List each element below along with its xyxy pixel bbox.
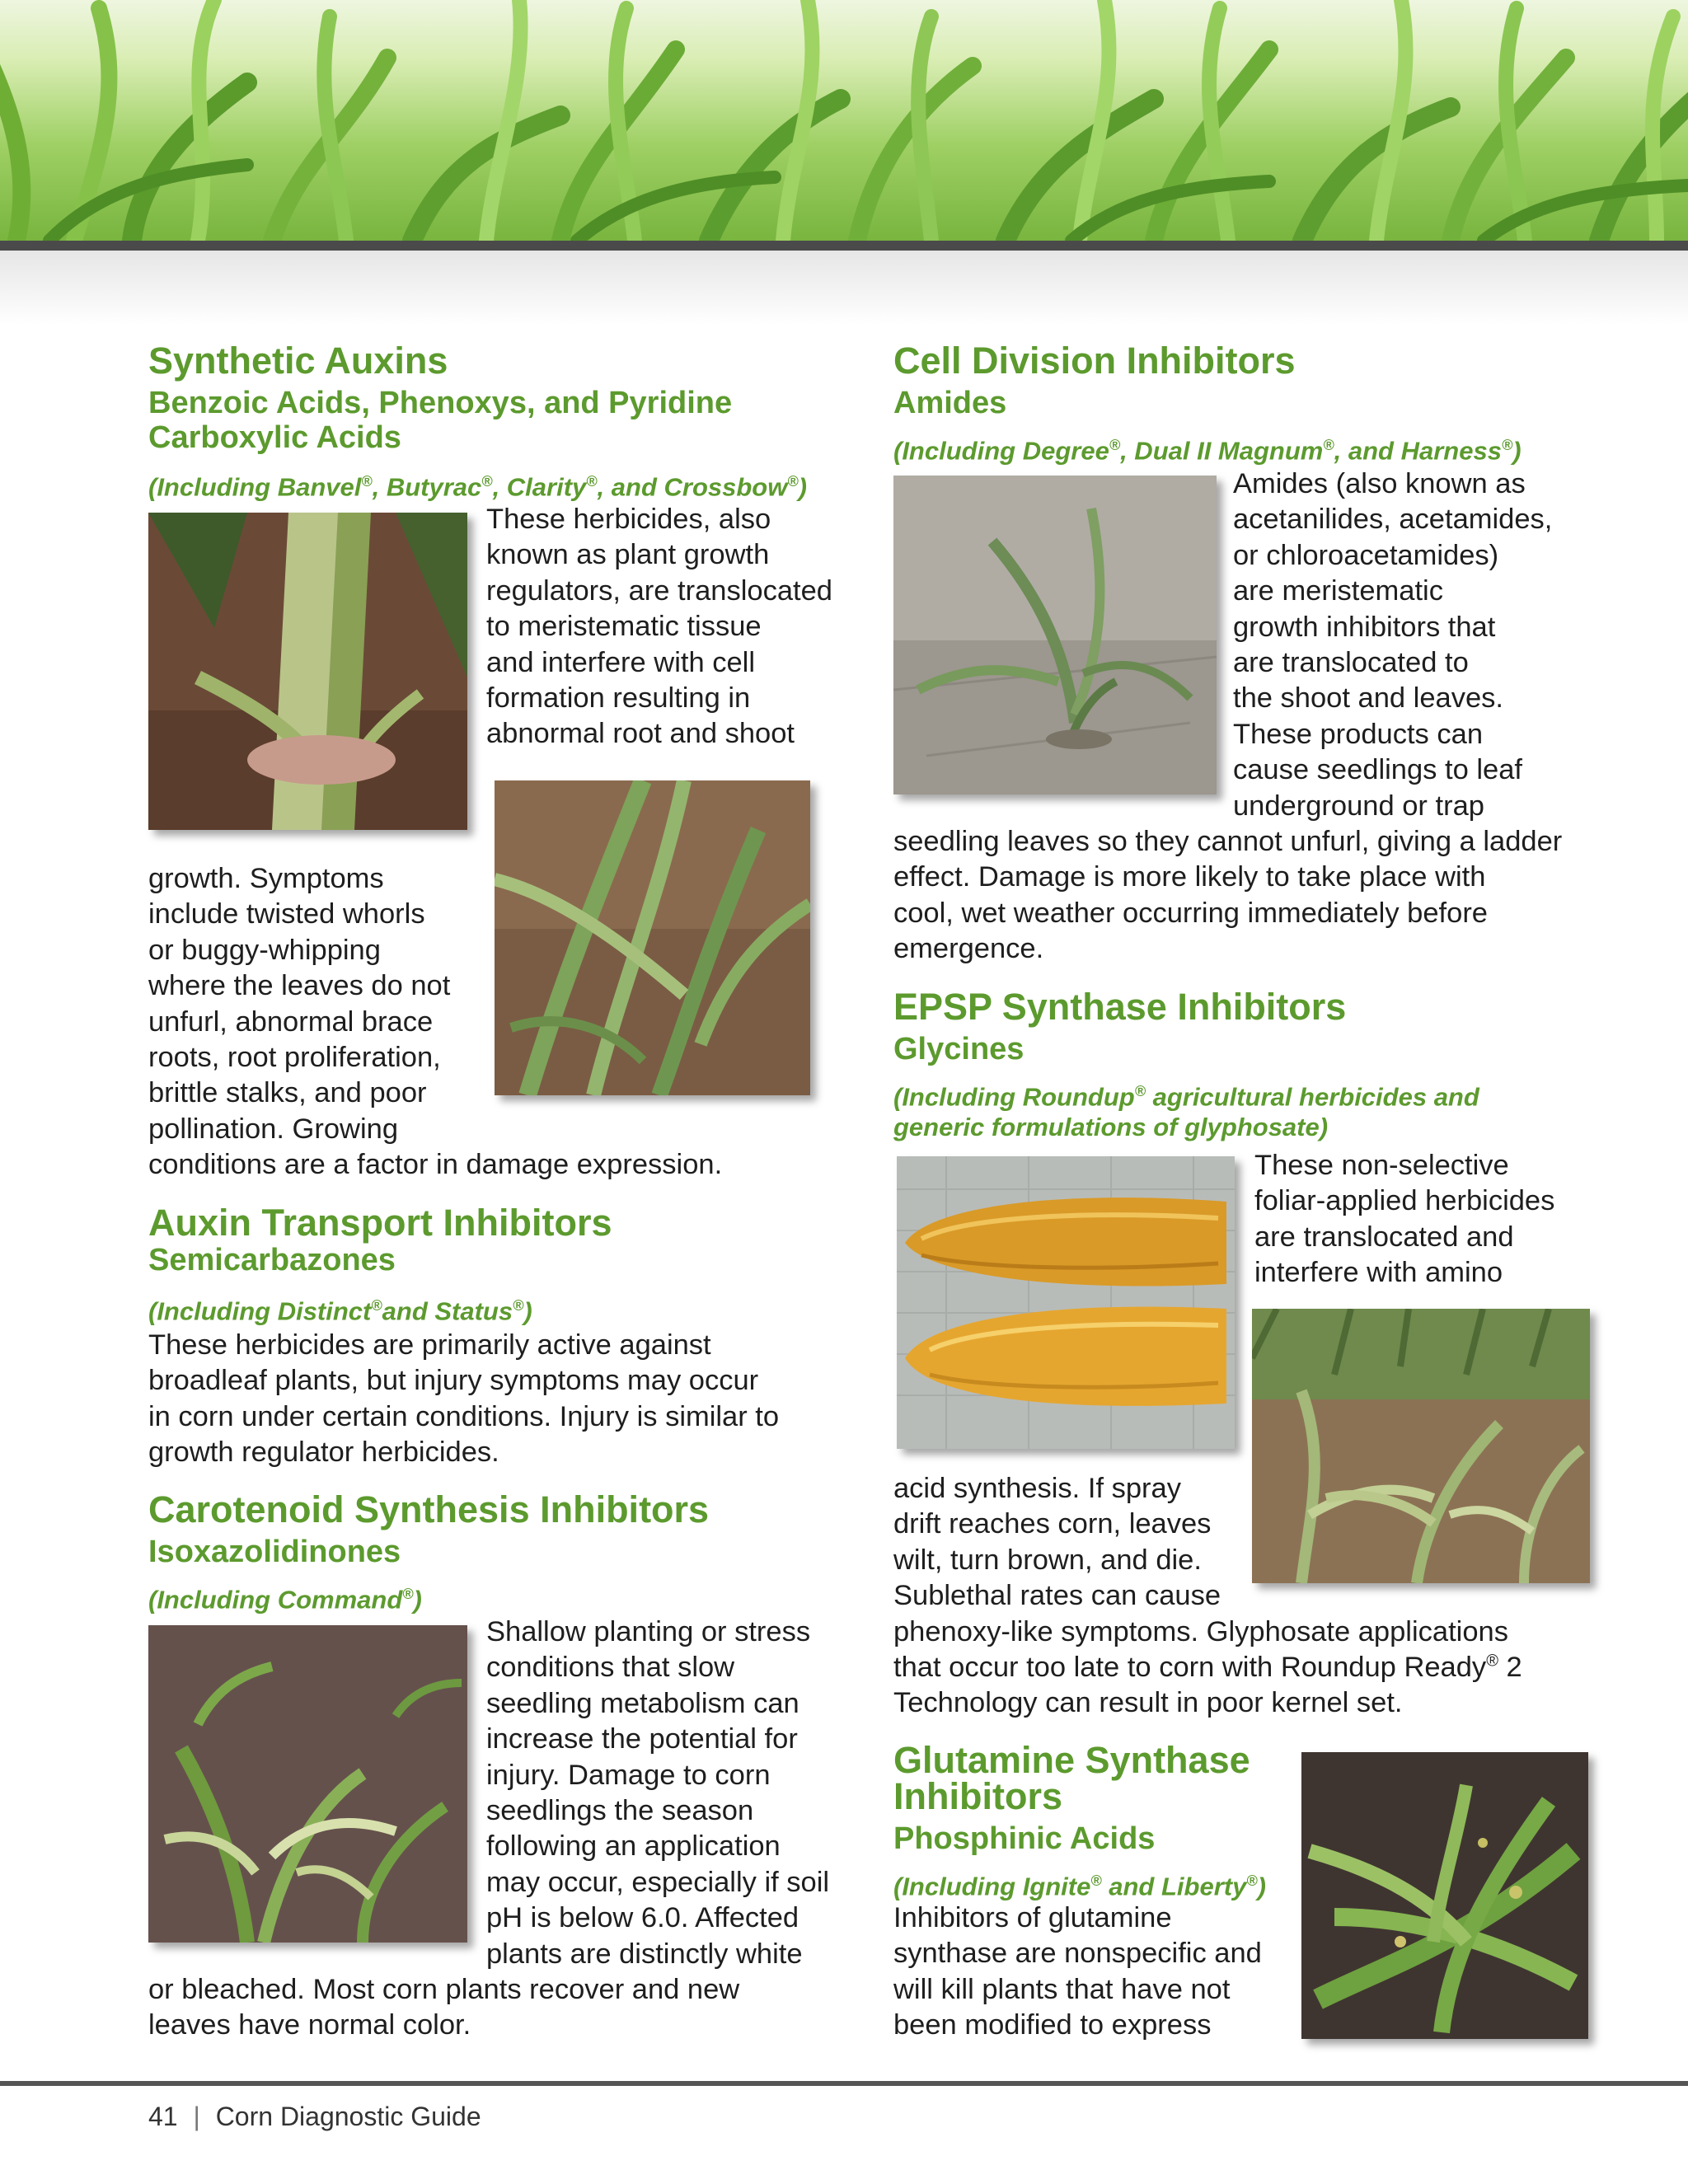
text-line: may occur, especially if soil (486, 1866, 830, 1898)
text-line: foliar-applied herbicides (1254, 1185, 1555, 1217)
carotenoid-family: Isoxazolidinones (148, 1535, 401, 1569)
text-line: cause seedlings to leaf (1233, 754, 1522, 786)
carotenoid-body-bottom (148, 1972, 739, 2044)
carotenoid-including: (Including Command®) (148, 1585, 422, 1615)
registered-mark: ® (586, 473, 598, 490)
text-line: or buggy-whipping (148, 934, 381, 966)
synthetic-auxins-body-bottom (148, 861, 722, 1183)
text-line: growth regulator herbicides. (148, 1436, 499, 1469)
text-line: Shallow planting or stress (486, 1616, 811, 1647)
epsp-body-bottom (893, 1471, 1522, 1722)
text-line: phenoxy-like symptoms. Glyphosate applications (893, 1615, 1508, 1647)
registered-mark: ® (787, 473, 799, 490)
text-line: roots, root proliferation, (148, 1042, 441, 1074)
glutamine-including: (Including Ignite® and Liberty®) (893, 1872, 1266, 1901)
text-line: seedlings the season (486, 1795, 754, 1827)
text-line: conditions are a factor in damage expression. (148, 1149, 723, 1181)
text-line: include twisted whorls (148, 898, 425, 930)
photo-corn-ears-kernel-set (897, 1156, 1235, 1449)
epsp-title: EPSP Synthase Inhibitors (893, 986, 1347, 1028)
text-line: broadleaf plants, but injury symptoms may occur (148, 1365, 759, 1397)
epsp-including-line1: (Including Roundup® agricultural herbicides and (893, 1082, 1479, 1112)
auxin-transport-family: Semicarbazones (148, 1243, 396, 1277)
text-line: that occur too late to corn with Roundup Ready® 2 (893, 1652, 1522, 1684)
text-line: acid synthesis. If spray (893, 1473, 1181, 1504)
cell-division-including: (Including Degree®, Dual II Magnum®, and Harness®) (893, 436, 1522, 466)
text-line: Inhibitors of glutamine (893, 1902, 1172, 1933)
text-line: conditions that slow (486, 1652, 735, 1684)
registered-mark: ® (1246, 1872, 1258, 1889)
text-line: effect. Damage is more likely to take place with (893, 861, 1486, 893)
epsp-including-line2: generic formulations of glyphosate) (893, 1113, 1329, 1141)
registered-mark: ® (513, 1297, 524, 1314)
header-banner-corn-leaves (0, 0, 1688, 241)
text-line: unfurl, abnormal brace (148, 1005, 434, 1038)
text-line: acetanilides, acetamides, (1233, 504, 1553, 536)
epsp-family: Glycines (893, 1032, 1025, 1066)
text-line: drift reaches corn, leaves (893, 1508, 1212, 1540)
text-line: underground or trap (1233, 790, 1484, 822)
text-line: pH is below 6.0. Affected (486, 1902, 799, 1934)
text-line: where the leaves do not (148, 970, 451, 1002)
registered-mark: ® (402, 1586, 414, 1602)
auxin-transport-title: Auxin Transport Inhibitors (148, 1202, 612, 1244)
page-number: 41 (148, 2102, 178, 2131)
registered-mark: ® (371, 1297, 382, 1314)
synthetic-auxins-title: Synthetic Auxins (148, 340, 448, 382)
text-line: and interfere with cell (486, 646, 755, 678)
text-line: plants are distinctly white (486, 1938, 803, 1970)
cell-division-body-top (1233, 466, 1552, 824)
text-line: formation resulting in (486, 682, 751, 715)
registered-mark: ® (1501, 437, 1513, 453)
page-footer (148, 2102, 481, 2132)
registered-mark: ® (1323, 437, 1334, 453)
text-line: synthase are nonspecific and (893, 1938, 1262, 1970)
text-line: to meristematic tissue (486, 611, 762, 643)
registered-mark: ® (1109, 437, 1121, 453)
footer-rule (0, 2081, 1688, 2086)
text-line: injury. Damage to corn (486, 1759, 771, 1791)
text-line: These herbicides are primarily active against (148, 1329, 711, 1361)
registered-mark: ® (1090, 1872, 1102, 1889)
text-line: cool, wet weather occurring immediately before (893, 897, 1488, 929)
text-line: wilt, turn brown, and die. (893, 1544, 1202, 1576)
text-line: Amides (also known as (1233, 468, 1526, 499)
text-line: pollination. Growing (148, 1113, 399, 1145)
registered-mark: ® (361, 473, 373, 490)
text-line: seedling metabolism can (486, 1687, 799, 1719)
carotenoid-body-top (486, 1615, 829, 1972)
text-line: abnormal root and shoot (486, 718, 795, 750)
text-line: regulators, are translocated (486, 574, 832, 607)
text-line: growth inhibitors that (1233, 611, 1496, 643)
text-line: Technology can result in poor kernel set. (893, 1687, 1403, 1719)
photo-chlorotic-corn-leaves (1301, 1752, 1588, 2039)
text-line: following an application (486, 1830, 781, 1863)
text-line: These herbicides, also (486, 504, 771, 535)
text-line: These non-selective (1254, 1150, 1509, 1181)
text-line: or chloroacetamides) (1233, 539, 1499, 571)
text-line: leaves have normal color. (148, 2009, 471, 2041)
footer-separator: | (193, 2102, 200, 2131)
text-line: emergence. (893, 933, 1044, 965)
text-line: These products can (1233, 718, 1484, 750)
registered-mark: ® (481, 473, 493, 490)
epsp-body-top (1254, 1148, 1554, 1291)
photo-bleached-corn-seedlings (148, 1625, 467, 1943)
registered-mark: ® (1134, 1083, 1146, 1099)
photo-stunted-corn-seedling (893, 476, 1217, 794)
glutamine-title-line1: Glutamine Synthase (893, 1739, 1250, 1781)
glutamine-body (893, 1900, 1262, 2044)
synthetic-auxins-body-top (486, 502, 832, 752)
registered-mark: ® (1486, 1652, 1498, 1671)
text-line: are translocated and (1254, 1221, 1514, 1253)
header-shadow (0, 251, 1688, 325)
guide-title: Corn Diagnostic Guide (215, 2102, 481, 2131)
synthetic-auxins-family-line1: Benzoic Acids, Phenoxys, and Pyridine (148, 386, 733, 420)
text-line: are translocated to (1233, 647, 1469, 679)
text-line: in corn under certain conditions. Injury is similar to (148, 1400, 780, 1432)
photo-corn-base-injury (148, 513, 467, 830)
text-line: increase the potential for (486, 1723, 798, 1755)
text-line: seedling leaves so they cannot unfurl, giving a ladder (893, 826, 1563, 857)
cell-division-title: Cell Division Inhibitors (893, 340, 1296, 382)
synthetic-auxins-family-line2: Carboxylic Acids (148, 420, 401, 455)
carotenoid-title: Carotenoid Synthesis Inhibitors (148, 1488, 710, 1530)
text-line: growth. Symptoms (148, 863, 384, 894)
header-rule (0, 241, 1688, 251)
text-line: interfere with amino (1254, 1257, 1503, 1289)
text-line: been modified to express (893, 2009, 1212, 2041)
synthetic-auxins-including: (Including Banvel®, Butyrac®, Clarity®, and Crossbow®) (148, 472, 807, 502)
text-line: Sublethal rates can cause (893, 1580, 1221, 1612)
glutamine-family: Phosphinic Acids (893, 1821, 1156, 1856)
glutamine-title-line2: Inhibitors (893, 1775, 1062, 1817)
text-line: the shoot and leaves. (1233, 682, 1503, 715)
cell-division-body-bottom (893, 824, 1562, 968)
text-line: known as plant growth (486, 539, 770, 571)
text-line: are meristematic (1233, 575, 1443, 607)
text-line: will kill plants that have not (893, 1973, 1231, 2005)
auxin-transport-including: (Including Distinct®and Status®) (148, 1296, 532, 1326)
text-line: or bleached. Most corn plants recover and new (148, 1974, 740, 2005)
cell-division-family: Amides (893, 386, 1007, 420)
text-line: brittle stalks, and poor (148, 1077, 427, 1109)
auxin-transport-body (148, 1328, 779, 1471)
